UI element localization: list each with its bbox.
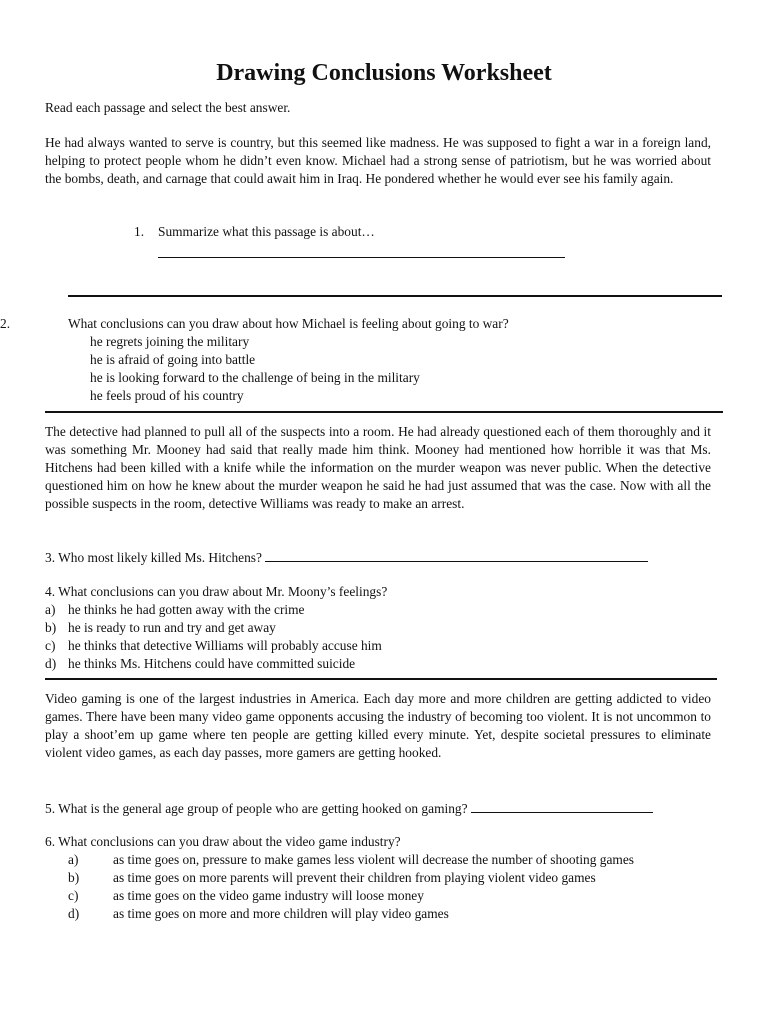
q1-text: Summarize what this passage is about… [158,224,375,239]
q6-option-letter: c) [68,888,79,903]
passage-3: Video gaming is one of the largest industries in America. Each day more and more children are getting addicted to video games. There have been many video game opponents accusing the industry of becoming too violent. It is not uncommon to play a shoot’em up game where ten people are getting killed every minute. Yet, despite societal pressures to eliminate violent video games, as each day passes, more gamers are getting hooked. [45,691,711,760]
section-divider-3 [45,678,717,680]
q4-option-letter: a) [45,602,56,617]
worksheet-title: Drawing Conclusions Worksheet [216,60,552,86]
q5-answer-line[interactable] [471,800,653,813]
section-divider-1 [68,295,722,297]
q4-option[interactable]: he is ready to run and try and get away [68,620,276,635]
q4-option-letter: b) [45,620,57,635]
passage-1: He had always wanted to serve is country, but this seemed like madness. He was supposed to fight a war in a foreign land, helping to protect people whom he didn’t even know. Michael had a strong sense of patriotism, but he was worried about the bombs, death, and carnage that could await him in Iraq. He pondered whether he would ever see his family again. [45,135,711,186]
q6-option-letter: d) [68,906,80,921]
section-divider-2 [45,411,723,413]
q3-text: 3. Who most likely killed Ms. Hitchens? [45,550,262,565]
q4-option[interactable]: he thinks that detective Williams will probably accuse him [68,638,382,653]
q6-text: 6. What conclusions can you draw about the video game industry? [45,834,401,849]
q2-number: 2. [0,316,11,331]
q2-option[interactable]: he feels proud of his country [90,388,244,403]
q3-answer-line[interactable] [265,549,648,562]
q6-option[interactable]: as time goes on the video game industry will loose money [113,888,424,903]
q4-option[interactable]: he thinks Ms. Hitchens could have committed suicide [68,656,356,671]
q5-row [45,800,653,817]
q5-text: 5. What is the general age group of people who are getting hooked on gaming? [45,801,468,816]
q2-option[interactable]: he is afraid of going into battle [90,352,256,367]
q6-option-letter: b) [68,870,80,885]
q4-text: 4. What conclusions can you draw about Mr. Moony’s feelings? [45,584,388,599]
q1-number: 1. [134,224,145,239]
q2-option[interactable]: he regrets joining the military [90,334,250,349]
q6-option[interactable]: as time goes on more parents will prevent their children from playing violent video games [113,870,596,885]
q6-option-letter: a) [68,852,79,867]
q6-option[interactable]: as time goes on, pressure to make games less violent will decrease the number of shooting games [113,852,634,867]
q4-option-letter: d) [45,656,57,671]
q2-option[interactable]: he is looking forward to the challenge of being in the military [90,370,420,385]
instructions: Read each passage and select the best answer. [45,100,291,115]
passage-2: The detective had planned to pull all of the suspects into a room. He had already questioned each of them thoroughly and it was something Mr. Mooney had said that really made him think. Mooney had mentioned how horrible it was that Ms. Hitchens had been killed with a knife while the information on the murder weapon was never public. When the detective questioned him on how he knew about the murder weapon he said he had just assumed that was the case. Now with all the possible suspects in the room, detective Williams was ready to make an arrest. [45,424,711,511]
q3-row [45,549,648,566]
q1-answer-line[interactable] [158,257,565,258]
q4-option-letter: c) [45,638,56,653]
q4-option[interactable]: he thinks he had gotten away with the crime [68,602,305,617]
q6-option[interactable]: as time goes on more and more children will play video games [113,906,449,921]
q2-text: What conclusions can you draw about how Michael is feeling about going to war? [68,316,509,331]
